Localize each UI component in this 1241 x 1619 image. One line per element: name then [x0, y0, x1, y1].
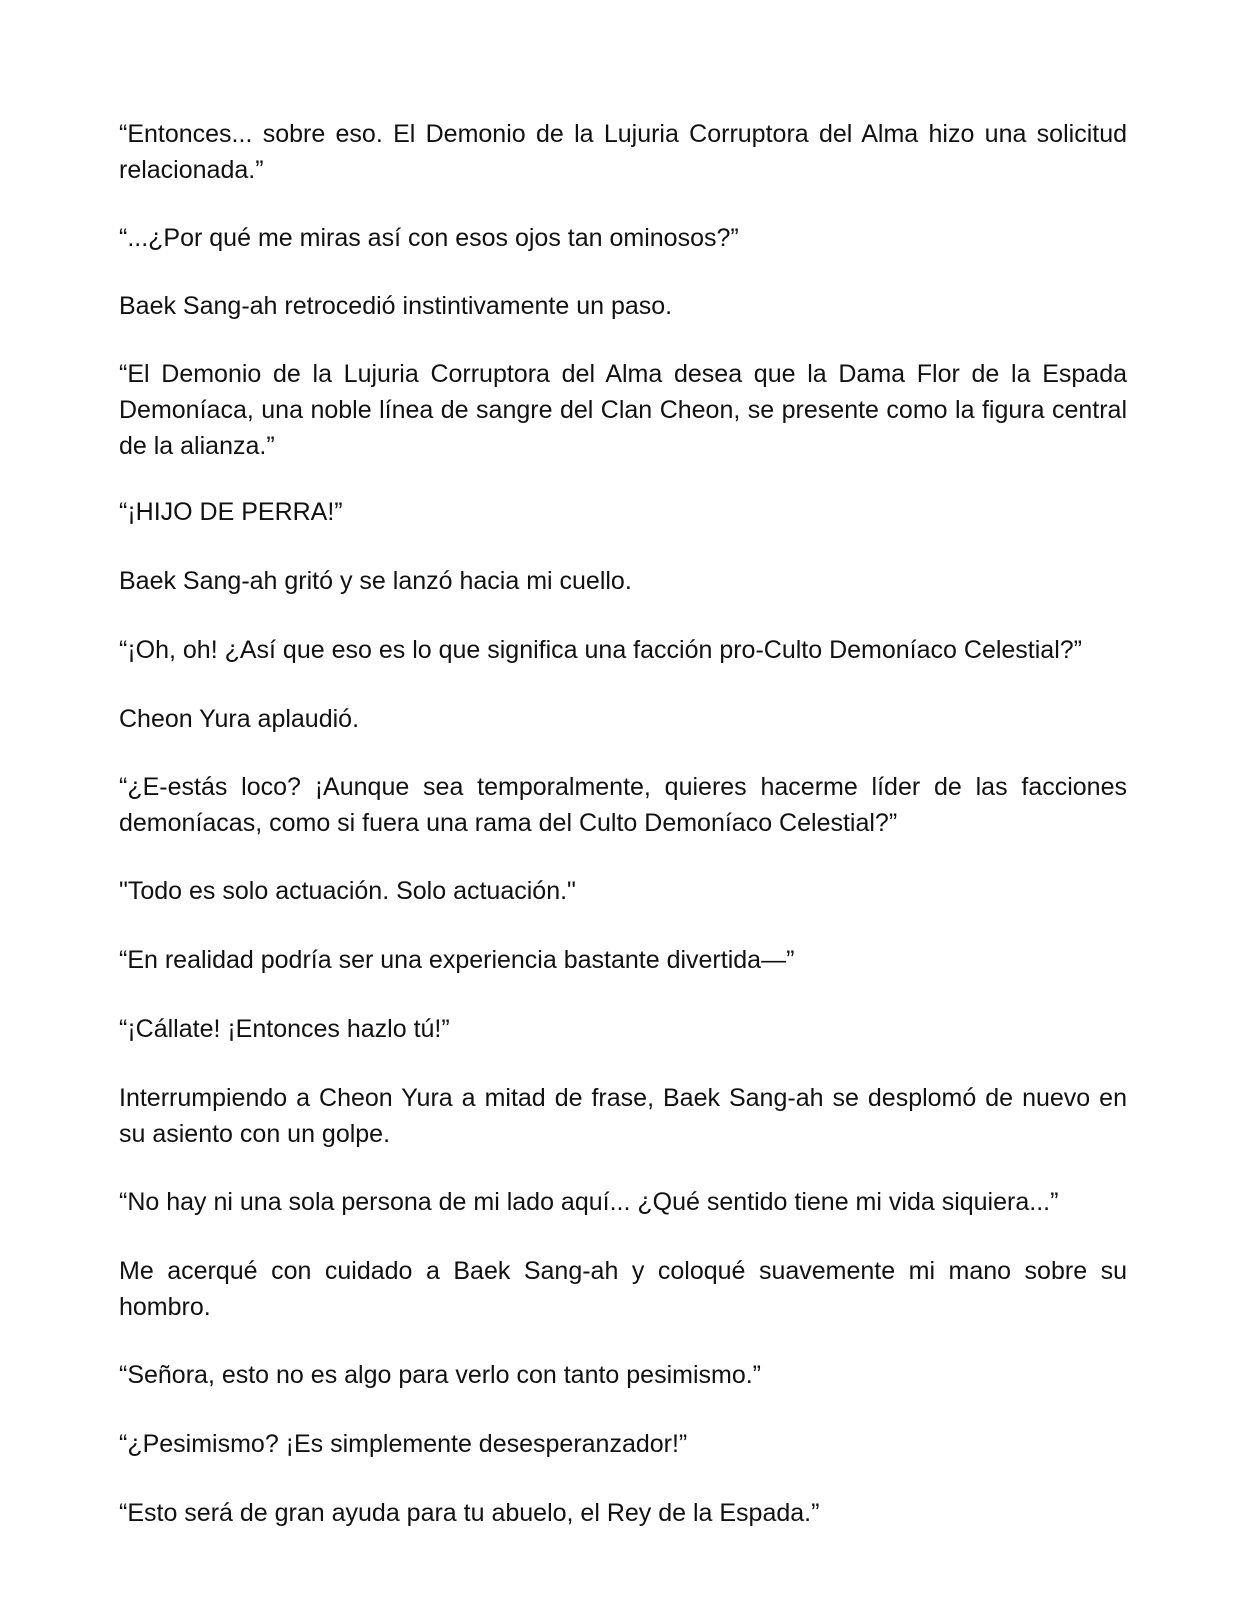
paragraph: Baek Sang-ah retrocedió instintivamente un paso. [119, 292, 673, 320]
paragraph: “¡Oh, oh! ¿Así que eso es lo que significa una facción pro-Culto Demoníaco Celestial?” [119, 636, 1082, 664]
paragraph: Me acerqué con cuidado a Baek Sang-ah y coloqué suavemente mi mano sobre su hombro. [119, 1257, 1127, 1321]
paragraph: Cheon Yura aplaudió. [119, 705, 360, 733]
paragraph: “El Demonio de la Lujuria Corruptora del Alma desea que la Dama Flor de la Espada Demoníaca, una noble línea de sangre del Clan Cheon, se presente como la figura central de la alianza.” [119, 360, 1127, 460]
paragraph: “Entonces... sobre eso. El Demonio de la Lujuria Corruptora del Alma hizo una solicitud relacionada.” [119, 120, 1127, 184]
paragraph: “¡Cállate! ¡Entonces hazlo tú!” [119, 1015, 450, 1043]
paragraph: “En realidad podría ser una experiencia bastante divertida—” [119, 946, 795, 974]
paragraph: “...¿Por qué me miras así con esos ojos tan ominosos?” [119, 224, 739, 252]
paragraph: “Señora, esto no es algo para verlo con tanto pesimismo.” [119, 1361, 762, 1389]
paragraph: Interrumpiendo a Cheon Yura a mitad de frase, Baek Sang-ah se desplomó de nuevo en su asiento con un golpe. [119, 1084, 1127, 1148]
paragraph: "Todo es solo actuación. Solo actuación." [119, 877, 576, 905]
paragraph: “¿Pesimismo? ¡Es simplemente desesperanzador!” [119, 1430, 688, 1458]
paragraph: “No hay ni una sola persona de mi lado aquí... ¿Qué sentido tiene mi vida siquiera...” [119, 1188, 1059, 1216]
paragraph: “Esto será de gran ayuda para tu abuelo, el Rey de la Espada.” [119, 1499, 820, 1527]
paragraph: “¿E-estás loco? ¡Aunque sea temporalmente, quieres hacerme líder de las facciones demoníacas, como si fuera una rama del Culto Demoníaco Celestial?” [119, 773, 1127, 837]
paragraph: Baek Sang-ah gritó y se lanzó hacia mi cuello. [119, 567, 632, 595]
paragraph: “¡HIJO DE PERRA!” [119, 498, 343, 526]
